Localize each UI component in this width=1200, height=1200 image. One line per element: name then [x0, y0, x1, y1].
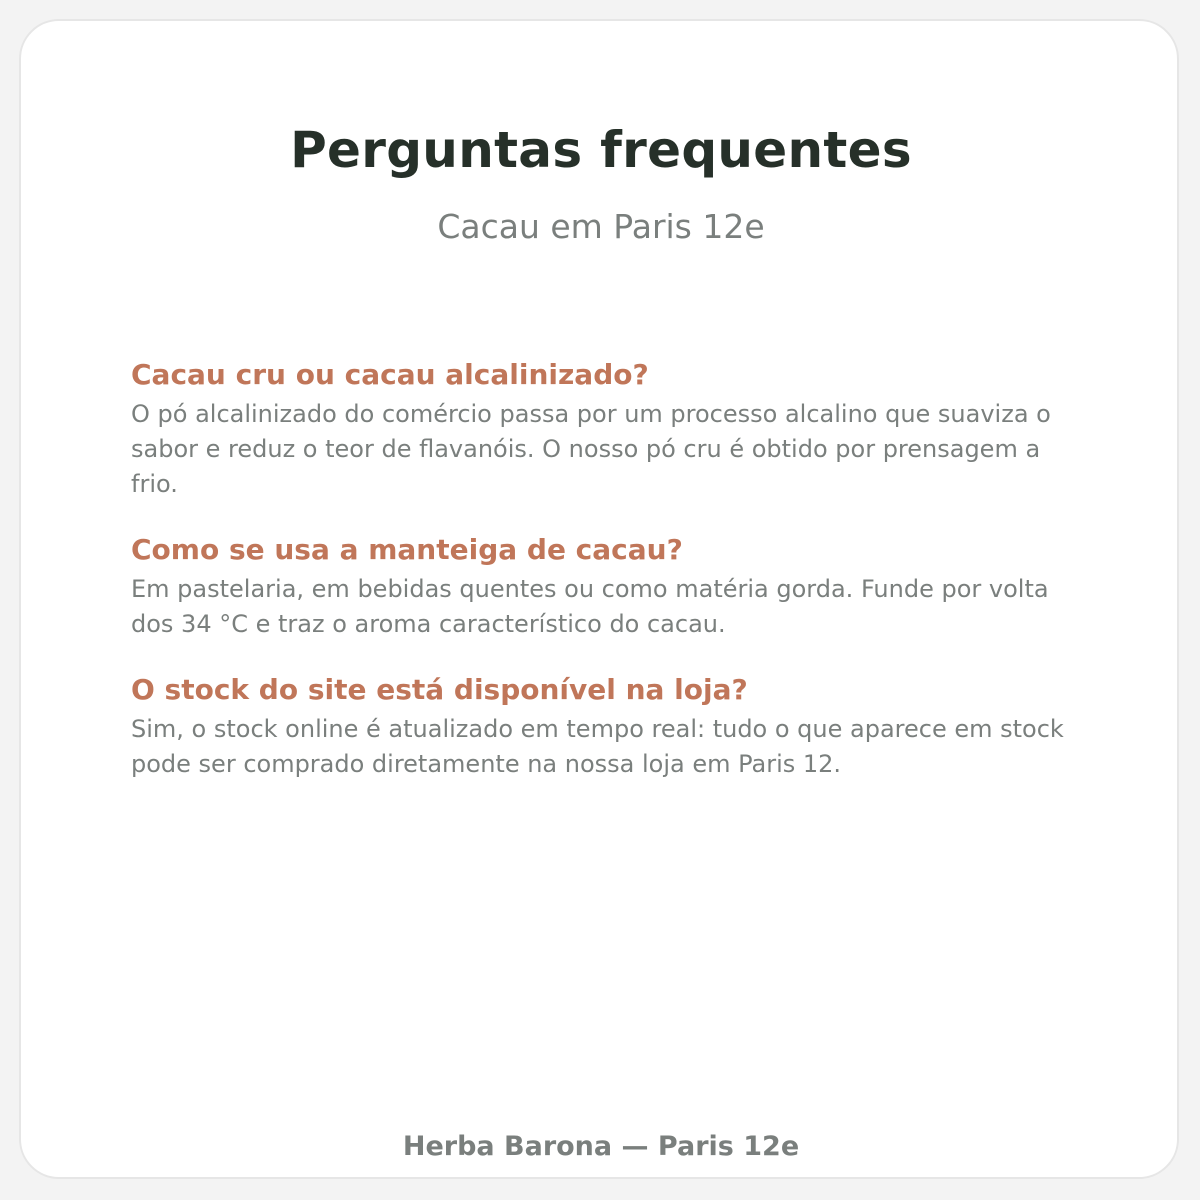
faq-answer: Em pastelaria, em bebidas quentes ou como matéria gorda. Funde por volta dos 34 °C e traz o aroma característico do cacau. [131, 575, 1049, 638]
page-subtitle: Cacau em Paris 12e [437, 207, 765, 246]
faq-list [131, 357, 1091, 782]
footer-brand: Herba Barona — Paris 12e [402, 1131, 800, 1162]
faq-card [19, 19, 1179, 1179]
faq-question: Cacau cru ou cacau alcalinizado? [131, 358, 649, 391]
faq-question: Como se usa a manteiga de cacau? [131, 533, 683, 566]
faq-answer: O pó alcalinizado do comércio passa por um processo alcalino que suaviza o sabor e reduz o teor de flavanóis. O nosso pó cru é obtido por prensagem a frio. [131, 400, 1051, 498]
faq-item-store-stock [131, 672, 1091, 782]
faq-item-raw-vs-alkalized [131, 357, 1091, 502]
faq-item-cocoa-butter [131, 532, 1091, 642]
page-title: Perguntas frequentes [290, 121, 912, 179]
faq-question: O stock do site está disponível na loja? [131, 673, 748, 706]
faq-answer: Sim, o stock online é atualizado em tempo real: tudo o que aparece em stock pode ser comprado diretamente na nossa loja em Paris 12. [131, 715, 1064, 778]
